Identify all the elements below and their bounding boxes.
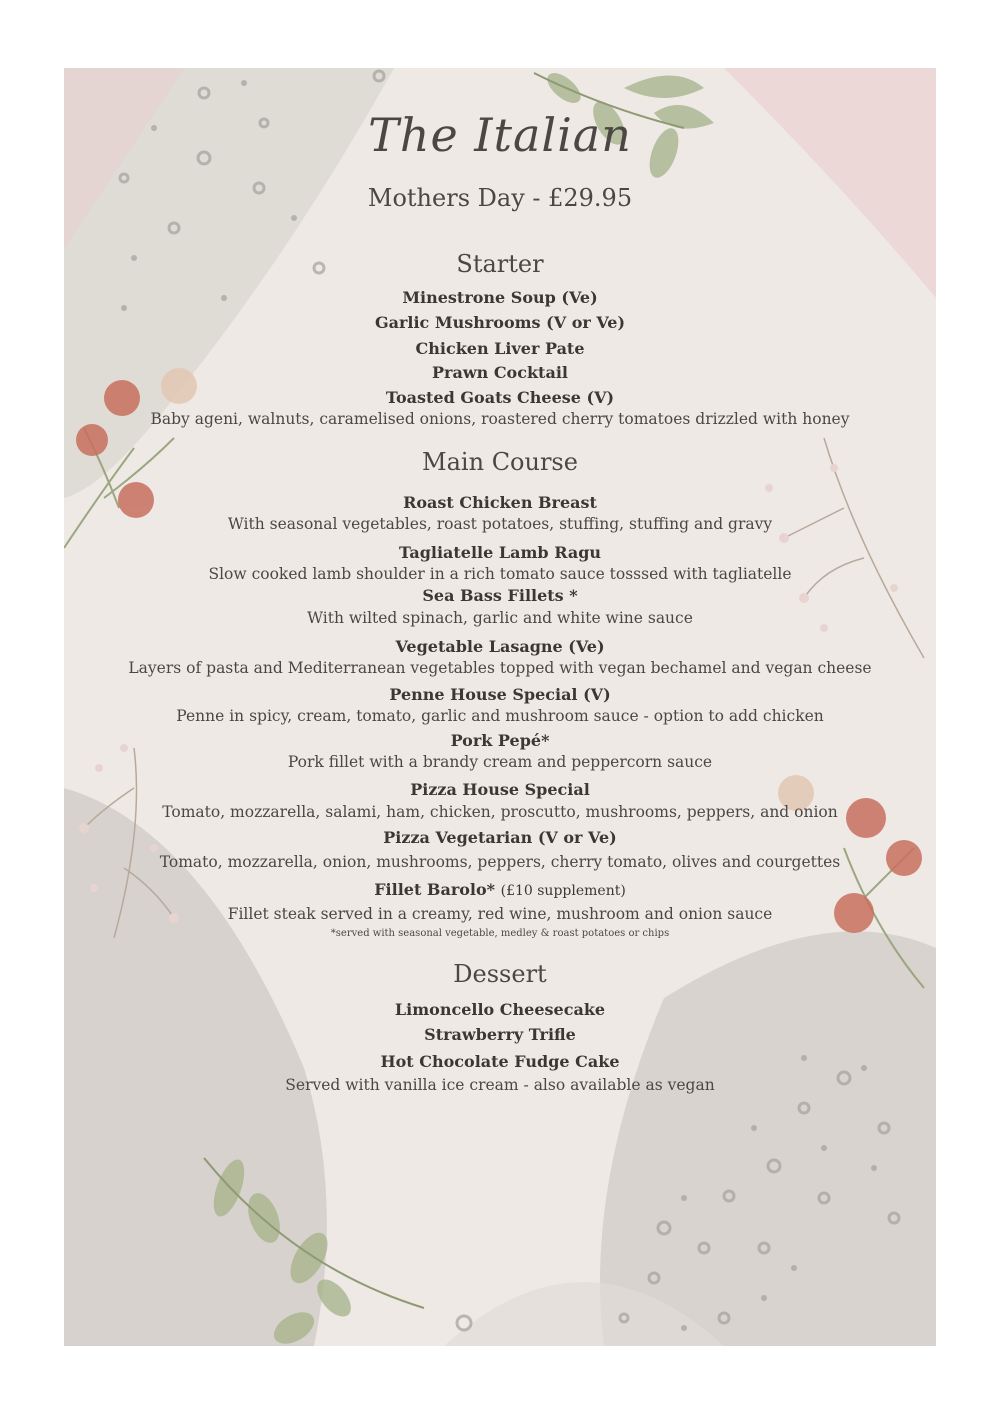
dish-name: Strawberry Trifle [424,1025,576,1044]
dish-description: Tomato, mozzarella, onion, mushrooms, peppers, cherry tomato, olives and courgettes [159,853,841,871]
dish-name: Penne House Special (V) [389,685,611,704]
dish-description: Pork fillet with a brandy cream and peppercorn sauce [287,753,713,771]
dish-name: Fillet Barolo* [374,880,496,899]
dish-description: Layers of pasta and Mediterranean vegetables topped with vegan bechamel and vegan cheese [128,659,872,677]
dish-name: Pork Pepé* [450,731,550,750]
dish-description: Slow cooked lamb shoulder in a rich tomato sauce tosssed with tagliatelle [208,565,792,583]
dish-description: Tomato, mozzarella, salami, ham, chicken, proscutto, mushrooms, peppers, and onion [162,803,838,821]
dish-name: Roast Chicken Breast [403,493,597,512]
dish-name: Prawn Cocktail [432,363,568,382]
dish-name: Toasted Goats Cheese (V) [385,388,615,407]
supplement-label: (£10 supplement) [500,883,626,899]
dish-name: Chicken Liver Pate [415,339,585,358]
dish-name: Limoncello Cheesecake [394,1000,606,1019]
footnote: *served with seasonal vegetable, medley & roast potatoes or chips [330,928,670,939]
dish-name: Pizza House Special [410,780,590,799]
dish-name: Pizza Vegetarian (V or Ve) [383,828,617,847]
section-heading-main: Main Course [422,448,578,476]
dish-name: Hot Chocolate Fudge Cake [380,1052,620,1071]
dish-name: Sea Bass Fillets * [422,586,578,605]
dish-description: With seasonal vegetables, roast potatoes, stuffing, stuffing and gravy [227,515,773,533]
dish-description: With wilted spinach, garlic and white wine sauce [307,609,693,627]
section-heading-dessert: Dessert [453,960,547,988]
dish-description: Baby ageni, walnuts, caramelised onions, roastered cherry tomatoes drizzled with honey [150,410,850,428]
dish-description: Penne in spicy, cream, tomato, garlic and mushroom sauce - option to add chicken [176,707,824,725]
dish-description: Served with vanilla ice cream - also available as vegan [285,1076,715,1094]
dish-description: Fillet steak served in a creamy, red wine, mushroom and onion sauce [227,905,773,923]
dish-name: Garlic Mushrooms (V or Ve) [374,313,626,332]
section-heading-starter: Starter [456,250,544,278]
page-title: Mothers Day - £29.95 [367,184,633,212]
menu-content [64,68,936,1346]
dish-name: Vegetable Lasagne (Ve) [395,637,605,656]
dish-name: Minestrone Soup (Ve) [402,288,598,307]
menu-sheet [64,68,936,1346]
dish-name-with-supplement [64,880,936,899]
restaurant-logo: The Italian [368,108,632,162]
dish-name: Tagliatelle Lamb Ragu [398,543,602,562]
